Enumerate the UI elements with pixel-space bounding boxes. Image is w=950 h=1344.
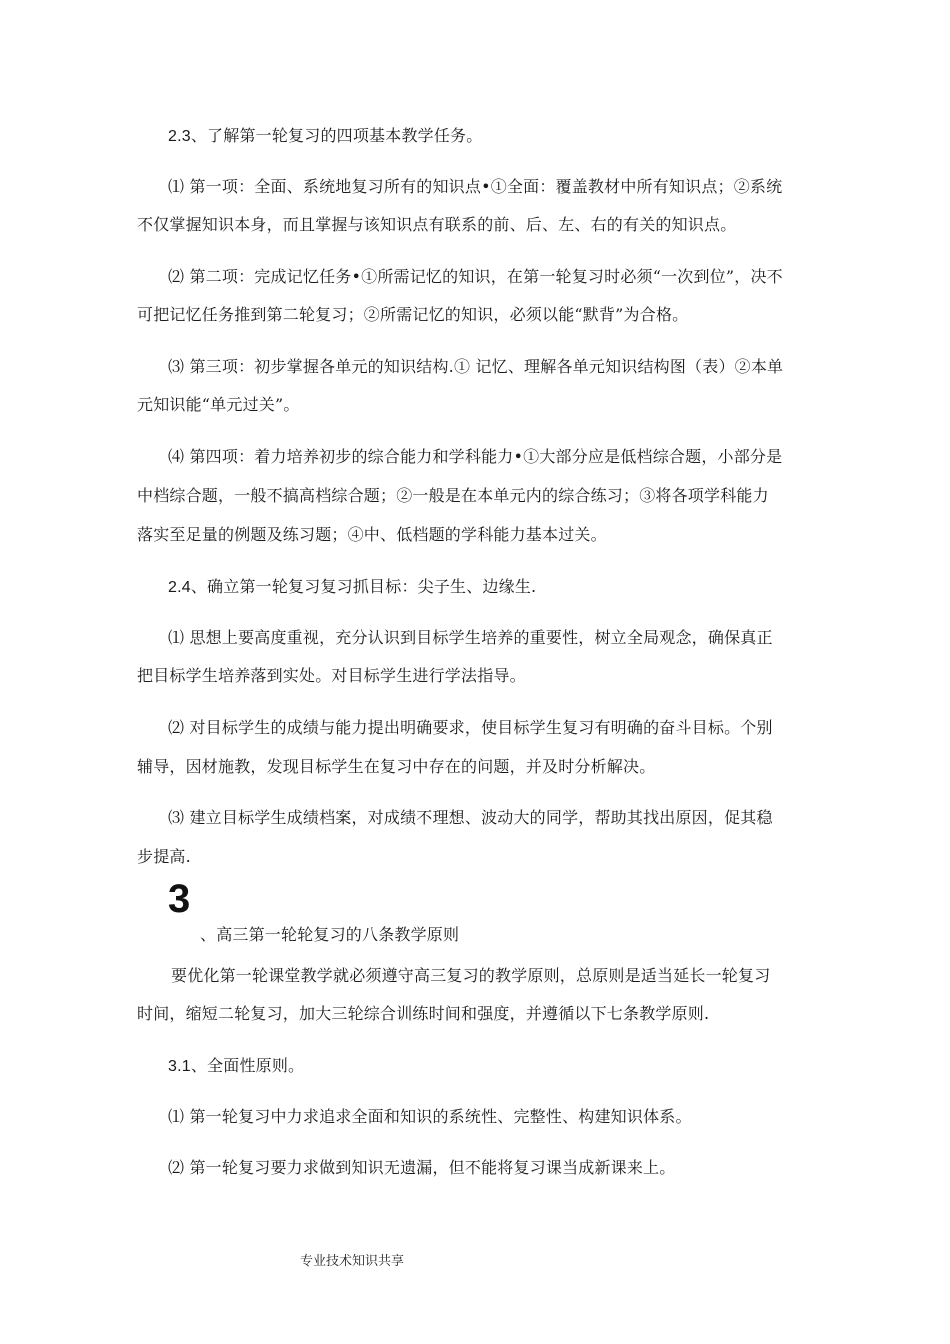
list-item: ⑴ 第一轮复习中力求追求全面和知识的系统性、完整性、构建知识体系。 (168, 1107, 692, 1126)
heading-number: 2.3 (168, 128, 191, 145)
section-number-3: 3 (168, 877, 191, 921)
paragraph-line: 中档综合题，一般不搞高档综合题；②一般是在本单元内的综合练习；③将各项学科能力 (137, 486, 769, 505)
paragraph-line: ⑷ 第四项：着力培养初步的综合能力和学科能力•①大部分应是低档综合题，小部分是 (168, 447, 783, 466)
page-footer: 专业技术知识共享 (300, 1254, 405, 1269)
section-heading-2-4 (168, 577, 848, 598)
paragraph-line: ⑵ 第二项：完成记忆任务•①所需记忆的知识，在第一轮复习时必须“一次到位”，决不 (168, 267, 783, 286)
heading-text: 、了解第一轮复习的四项基本教学任务。 (190, 126, 483, 145)
heading-text: 、全面性原则。 (190, 1056, 305, 1075)
paragraph-line: ⑴ 思想上要高度重视，充分认识到目标学生培养的重要性，树立全局观念，确保真正 (168, 628, 773, 647)
paragraph-line: 步提高. (137, 847, 191, 866)
heading-number: 2.4 (168, 579, 191, 596)
section-title-3: 、高三第一轮轮复习的八条教学原则 (200, 925, 460, 944)
paragraph-line: 辅导，因材施教，发现目标学生在复习中存在的问题，并及时分析解决。 (137, 757, 656, 776)
paragraph-line: 时间，缩短二轮复习，加大三轮综合训练时间和强度，并遵循以下七条教学原则. (137, 1004, 710, 1023)
paragraph-line: ⑴ 第一项：全面、系统地复习所有的知识点•①全面：覆盖教材中所有知识点；②系统 (168, 177, 783, 196)
paragraph-line: ⑶ 建立目标学生成绩档案，对成绩不理想、波动大的同学，帮助其找出原因，促其稳 (168, 808, 773, 827)
section-heading-2-3 (168, 126, 848, 147)
paragraph-line: 可把记忆任务推到第二轮复习；②所需记忆的知识，必须以能“默背”为合格。 (137, 305, 689, 324)
heading-text: 、确立第一轮复习复习抓目标：尖子生、边缘生. (190, 577, 537, 596)
paragraph-line: ⑶ 第三项：初步掌握各单元的知识结构.① 记忆、理解各单元知识结构图（表）②本单 (168, 357, 784, 376)
paragraph-line: 不仅掌握知识本身，而且掌握与该知识点有联系的前、后、左、右的有关的知识点。 (137, 215, 737, 234)
paragraph-line: ⑵ 对目标学生的成绩与能力提出明确要求，使目标学生复习有明确的奋斗目标。个别 (168, 718, 773, 737)
heading-number: 3.1 (168, 1058, 191, 1075)
paragraph-line: 落实至足量的例题及练习题；④中、低档题的学科能力基本过关。 (137, 525, 607, 544)
paragraph-line: 元知识能“单元过关”。 (137, 395, 300, 414)
section-heading-3-1 (168, 1056, 848, 1077)
paragraph-line: 要优化第一轮课堂教学就必须遵守高三复习的教学原则，总原则是适当延长一轮复习 (171, 966, 771, 985)
list-item: ⑵ 第一轮复习要力求做到知识无遗漏，但不能将复习课当成新课来上。 (168, 1158, 676, 1177)
paragraph-line: 把目标学生培养落到实处。对目标学生进行学法指导。 (137, 666, 526, 685)
